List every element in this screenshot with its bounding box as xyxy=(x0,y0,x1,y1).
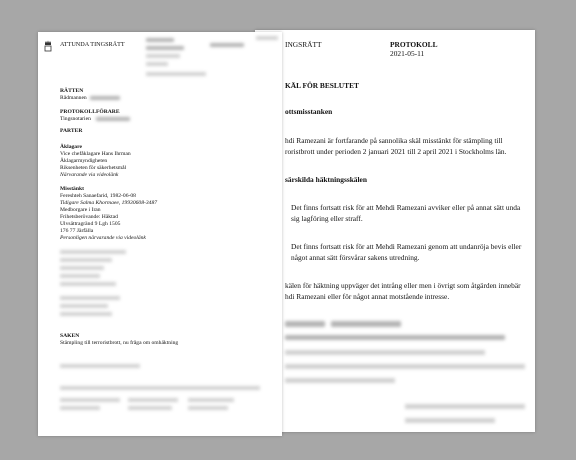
redacted-text xyxy=(285,350,485,355)
minute-keeper-label: Tingsnotarien xyxy=(60,116,91,122)
redacted-text xyxy=(146,38,174,42)
redacted-text xyxy=(60,296,120,300)
section-heading-reasons: KÄL FÖR BESLUTET xyxy=(285,81,359,90)
redacted-text xyxy=(405,418,495,423)
redacted-text xyxy=(60,304,108,308)
paragraph-flight-risk-line-1: Det finns fortsatt risk för att Mehdi Ramezani avviker eller på annat sätt unda xyxy=(291,203,521,212)
protocol-page-2 xyxy=(255,30,535,432)
heading-court: RÄTTEN xyxy=(60,88,84,94)
prosecutor-presence: Närvarande via videolänk xyxy=(60,172,119,178)
redacted-text xyxy=(60,250,126,254)
redacted-text xyxy=(128,398,178,402)
heading-prosecutor: Åklagare xyxy=(60,144,82,150)
redacted-text xyxy=(96,117,130,121)
redacted-text xyxy=(60,398,120,402)
suspect-postal: 176 77 Järfälla xyxy=(60,228,94,234)
redacted-text xyxy=(405,404,525,409)
redacted-text xyxy=(146,54,180,58)
redacted-text xyxy=(331,321,401,327)
paragraph-evidence-risk-line-1: Det finns fortsatt risk för att Mehdi Ramezani genom att undanröja bevis eller xyxy=(291,242,522,251)
redacted-text xyxy=(60,386,260,390)
prosecutor-authority: Åklagarmyndigheten xyxy=(60,158,108,164)
heading-case: SAKEN xyxy=(60,333,80,339)
paragraph-proportionality-line-1: kälen för häktning uppväger det intrång eller men i övrigt som åtgärden innebär xyxy=(285,281,521,290)
redacted-text xyxy=(60,266,104,270)
redacted-text xyxy=(285,378,395,383)
suspect-name: Fereshteh Sanaefarid, 1982-06-08 xyxy=(60,193,136,199)
suspect-citizenship: Medborgare i Iran xyxy=(60,207,101,213)
redacted-text xyxy=(188,398,234,402)
document-type: PROTOKOLL xyxy=(390,40,438,49)
heading-parties: PARTER xyxy=(60,128,83,134)
paragraph-evidence-risk-line-2: något annat sätt försvårar sakens utredning. xyxy=(291,253,420,262)
prosecutor-unit: Riksenheten för säkerhetsmål xyxy=(60,165,127,171)
redacted-text xyxy=(60,312,112,316)
protocol-date: 2021-05-11 xyxy=(390,49,425,58)
paragraph-proportionality-line-2: hdi Ramezani eller för något annat motstående intresse. xyxy=(285,292,450,301)
case-description: Stämpling till terroristbrott, nu fråga om omhäktning xyxy=(60,340,179,346)
redacted-text xyxy=(285,321,325,327)
protocol-page-1 xyxy=(38,32,282,436)
redacted-text xyxy=(60,274,100,278)
court-name-fragment: INGSRÄTT xyxy=(285,40,322,49)
redacted-text xyxy=(188,406,228,410)
crown-crest-icon xyxy=(44,40,52,52)
redacted-text xyxy=(285,364,525,369)
paragraph-suspicion-line-2: roristbrott under perioden 2 januari 2021 till 2 april 2021 i Stockholms län. xyxy=(285,147,507,156)
paragraph-flight-risk-line-2: sig lagföring eller straff. xyxy=(291,214,363,223)
prosecutor-name: Vice chefåklagare Hans Ihrman xyxy=(60,151,131,157)
heading-suspect: Misstänkt xyxy=(60,186,84,192)
suspect-address: Ulvsättragränd 9 Lgh 1505 xyxy=(60,221,121,227)
redacted-text xyxy=(285,335,505,340)
redacted-text xyxy=(256,36,278,40)
court-name: ATTUNDA TINGSRÄTT xyxy=(60,41,125,48)
suspect-former-name: Tidigare Salma Khormaee, 19930608-3487 xyxy=(60,200,158,206)
redacted-text xyxy=(60,282,116,286)
suspect-presence: Personligen närvarande via videolänk xyxy=(60,235,146,241)
subsection-heading-special-reasons: särskilda häktningsskälen xyxy=(285,175,367,184)
redacted-text xyxy=(146,72,206,76)
subsection-heading-suspicion: ottsmisstanken xyxy=(285,107,333,116)
redacted-text xyxy=(210,43,244,47)
redacted-text xyxy=(146,46,184,50)
judge-label: Rådmannen xyxy=(60,95,87,101)
redacted-text xyxy=(90,96,120,100)
redacted-text xyxy=(146,62,168,66)
heading-minute-keeper: PROTOKOLLFÖRARE xyxy=(60,109,120,115)
redacted-text xyxy=(60,406,100,410)
redacted-text xyxy=(128,406,172,410)
redacted-text xyxy=(60,364,140,368)
paragraph-suspicion-line-1: hdi Ramezani är fortfarande på sannolika skäl misstänkt för stämpling till xyxy=(285,136,503,145)
redacted-text xyxy=(60,258,112,262)
suspect-custody: Frihetsberövande: Häktad xyxy=(60,214,118,220)
